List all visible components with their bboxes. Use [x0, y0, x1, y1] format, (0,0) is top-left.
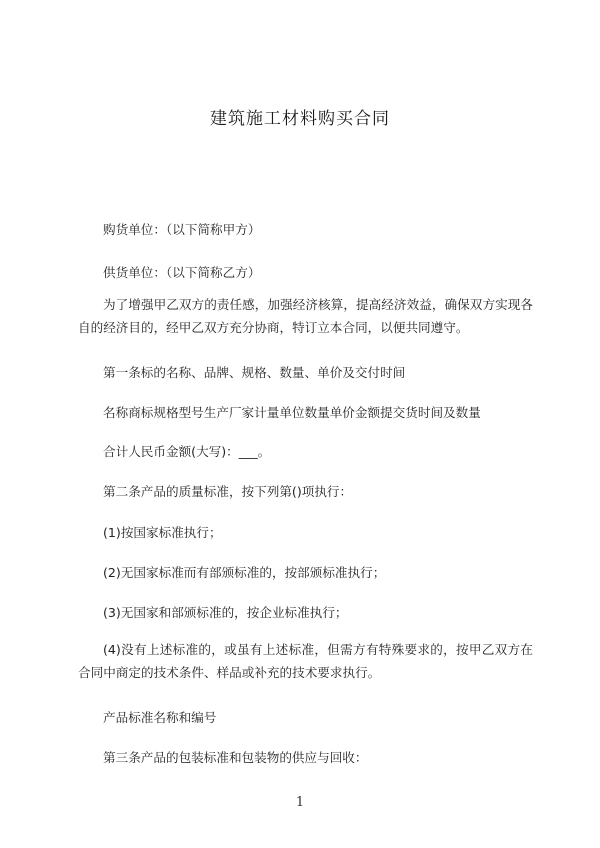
article-3-heading: 第三条产品的包装标准和包装物的供应与回收： [103, 750, 368, 765]
preamble-paragraph: 为了增强甲乙双方的责任感，加强经济核算，提高经济效益，确保双方实现各自的经济目的，经甲乙双方充分协商，特订立本合同，以便共同遵守。 [78, 297, 533, 335]
article-1-heading: 第一条标的名称、品牌、规格、数量、单价及交付时间 [103, 365, 406, 380]
buyer-line: 购货单位：（以下简称甲方） [103, 222, 261, 237]
total-amount-line: 合计人民币金额(大写)：___。 [103, 444, 271, 459]
clause-2: (2)无国家标准而有部颁标准的，按部颁标准执行； [103, 565, 386, 580]
clause-4-paragraph: (4)没有上述标准的，或虽有上述标准，但需方有特殊要求的，按甲乙双方在合同中商定的技术条件、样品或补充的技术要求执行。 [78, 642, 533, 680]
item-columns-line: 名称商标规格型号生产厂家计量单位数量单价金额提交货时间及数量 [103, 405, 481, 420]
standard-name-line: 产品标准名称和编号 [103, 710, 217, 725]
page-number: 1 [295, 795, 305, 810]
document-title: 建筑施工材料购买合同 [210, 109, 390, 129]
article-2-heading: 第二条产品的质量标准，按下列第()项执行： [103, 484, 353, 499]
clause-1: (1)按国家标准执行； [103, 525, 222, 540]
clause-3: (3)无国家和部颁标准的，按企业标准执行； [103, 605, 348, 620]
supplier-line: 供货单位：（以下简称乙方） [103, 265, 261, 280]
